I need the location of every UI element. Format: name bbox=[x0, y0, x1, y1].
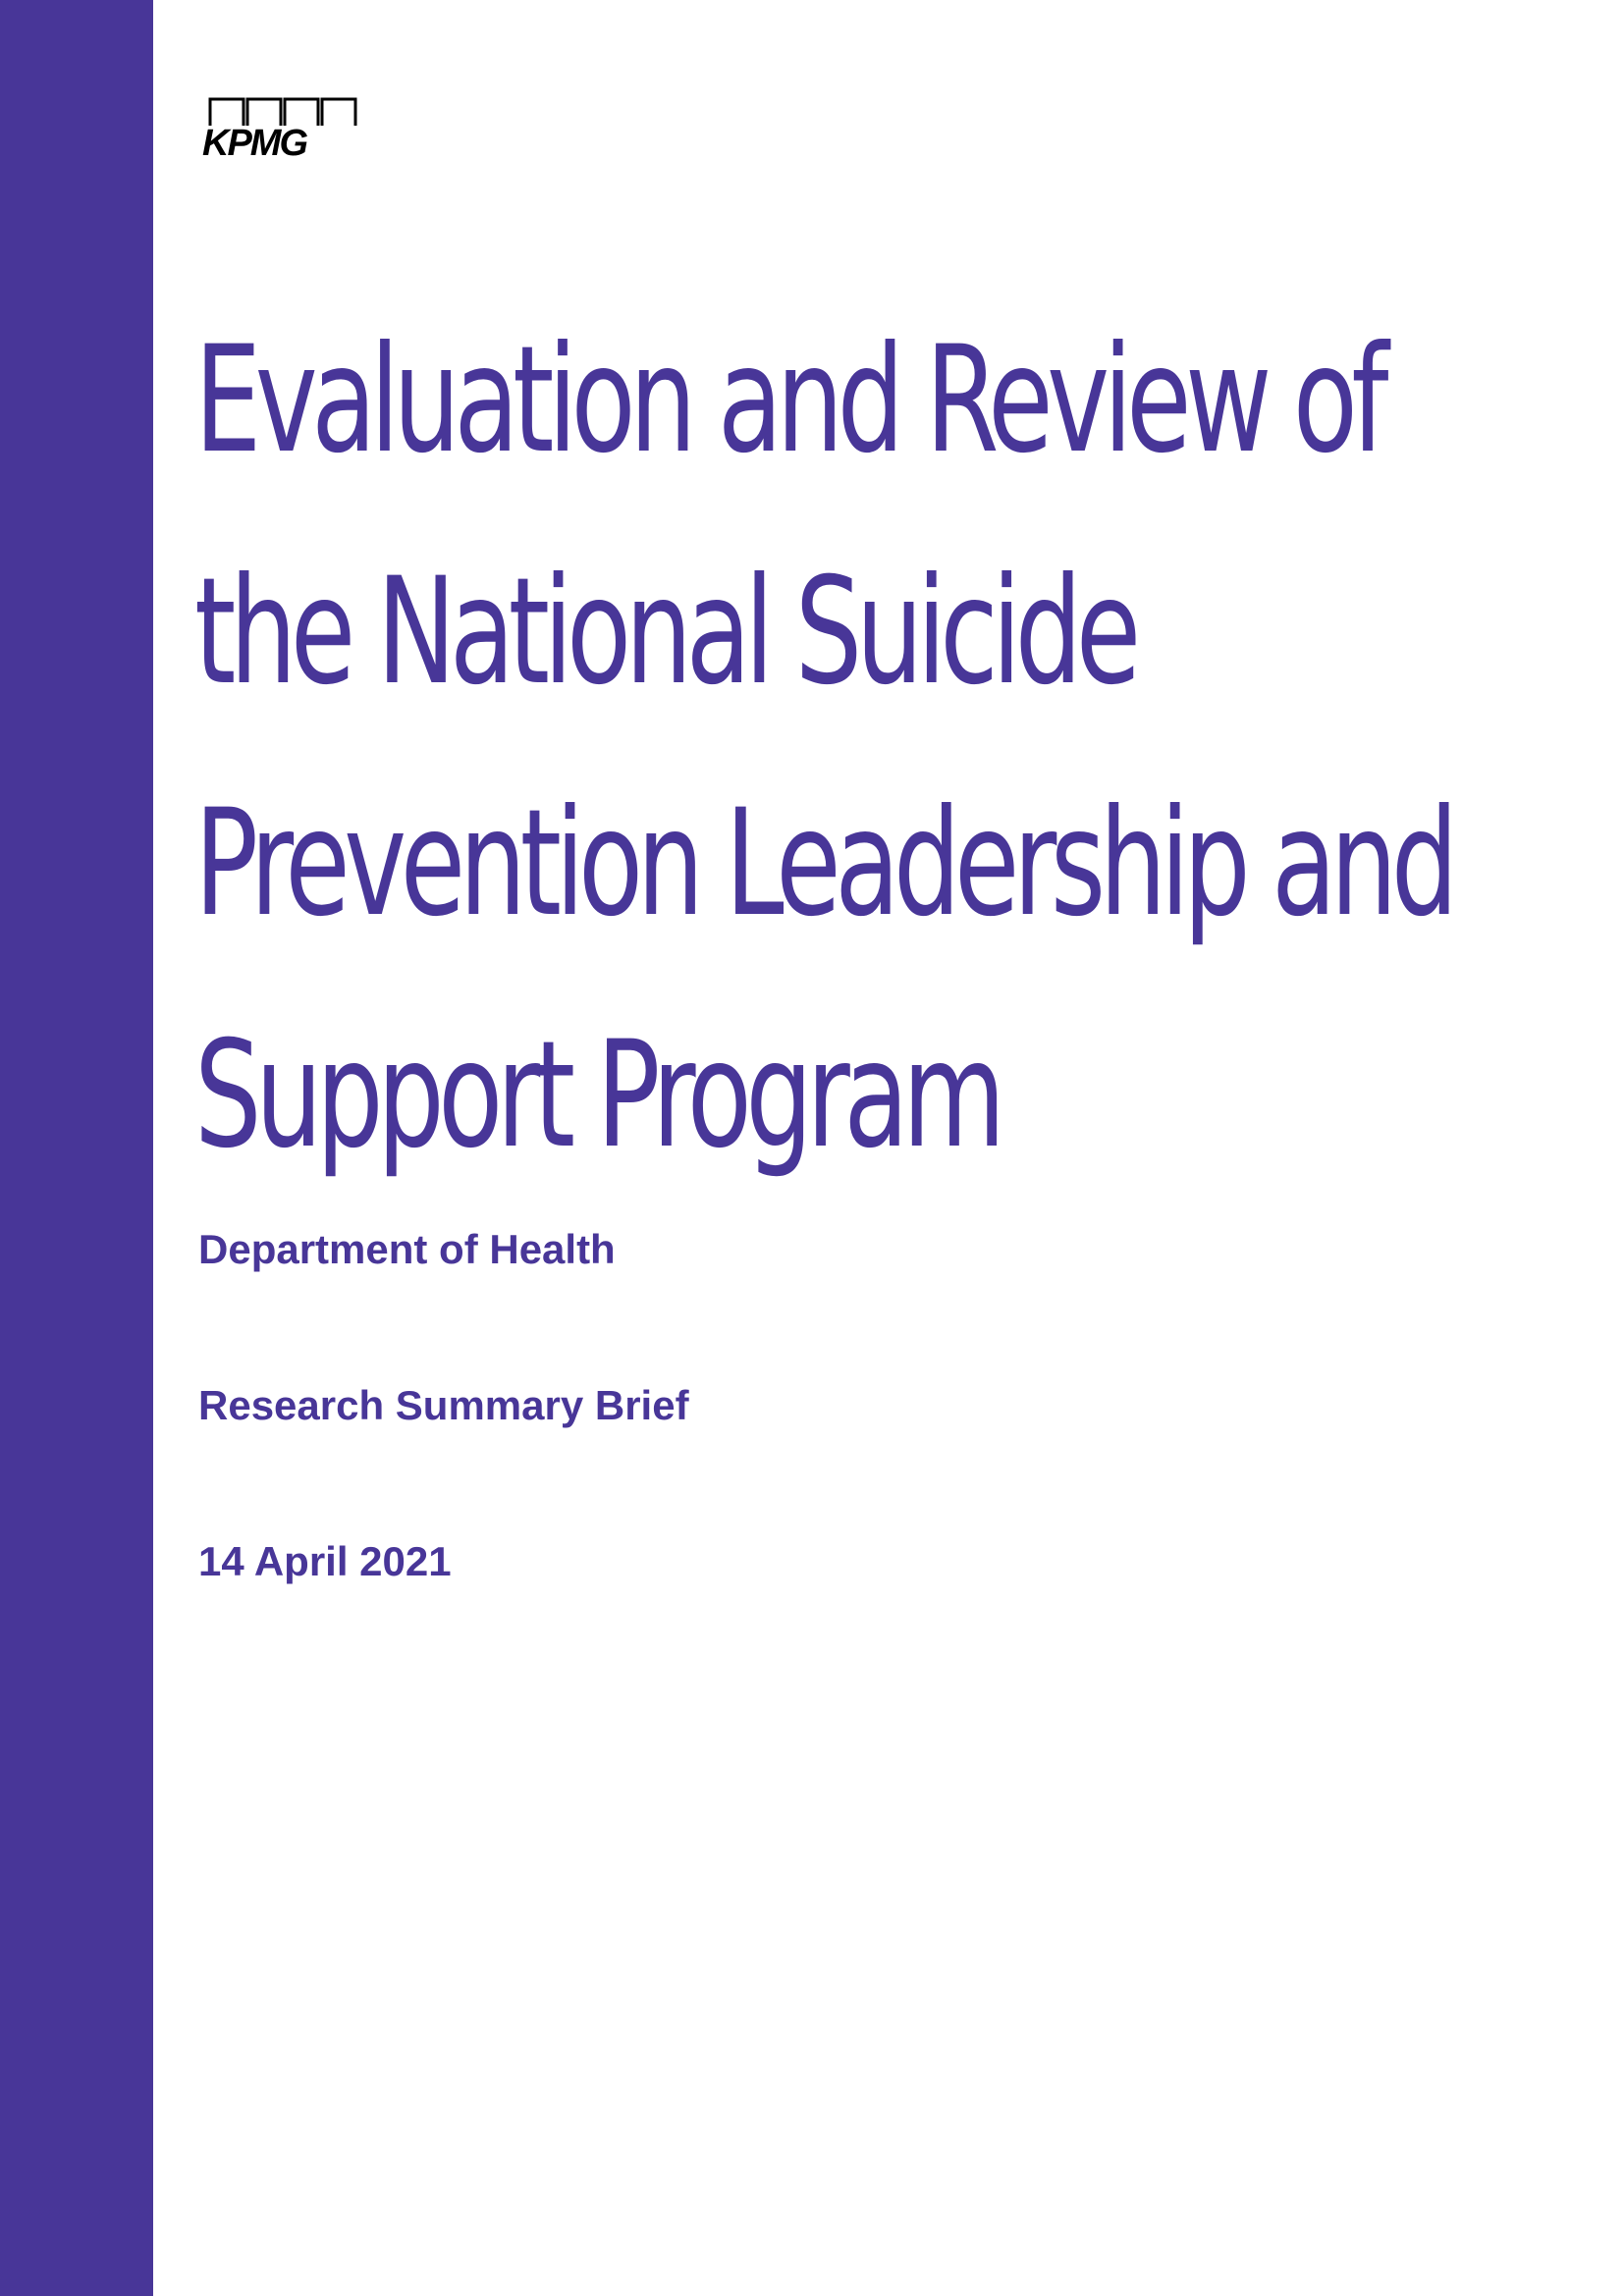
title-line-1: Evaluation and Review of bbox=[194, 315, 1382, 486]
document-title bbox=[194, 285, 1452, 1211]
logo-wordmark: KPMG bbox=[202, 123, 306, 159]
kpmg-logo-mark bbox=[200, 96, 357, 159]
title-line-2: the National Suicide bbox=[194, 547, 1135, 718]
cover-side-bar bbox=[0, 0, 153, 2296]
kpmg-logo bbox=[200, 96, 357, 159]
document-type: Research Summary Brief bbox=[198, 1382, 689, 1428]
document-date: 14 April 2021 bbox=[198, 1538, 452, 1584]
logo-box-4 bbox=[322, 99, 355, 129]
client-name: Department of Health bbox=[198, 1226, 616, 1272]
title-line-3: Prevention Leadership and bbox=[194, 778, 1452, 949]
title-line-4: Support Program bbox=[194, 1010, 1000, 1181]
